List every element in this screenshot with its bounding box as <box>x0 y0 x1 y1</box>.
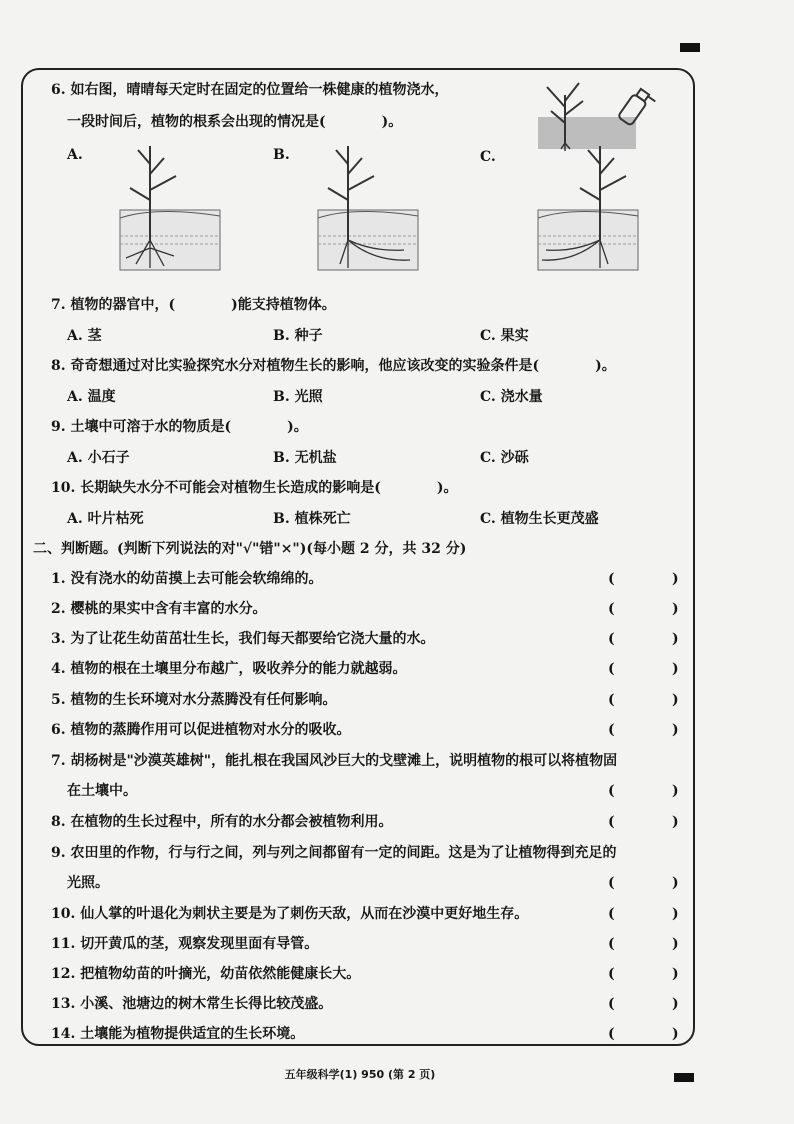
q7-option-c: C. 果实 <box>480 328 529 344</box>
q6-line2: 一段时间后，植物的根系会出现的情况是( )。 <box>67 114 403 130</box>
q6-option-b-label: B. <box>273 147 290 163</box>
q6-option-b-picture <box>314 140 424 274</box>
judge-item-6-answer-open[interactable]: ( <box>608 722 615 738</box>
q8-option-b: B. 光照 <box>273 389 323 405</box>
judge-item-14-answer-close[interactable]: ) <box>672 1026 679 1042</box>
q6-option-c-picture <box>534 140 644 274</box>
section2-title: 二、判断题。(判断下列说法的对"√"错"×")(每小题 2 分，共 32 分) <box>33 541 467 557</box>
q6-option-a-picture <box>116 140 226 274</box>
q7-option-a: A. 茎 <box>67 328 102 344</box>
judge-item-11-line-1: 11. 切开黄瓜的茎，观察发现里面有导管。 <box>51 936 319 952</box>
judge-item-9-line-1: 9. 农田里的作物，行与行之间，列与列之间都留有一定的间距。这是为了让植物得到充足的 <box>51 845 617 861</box>
q6-option-c-label: C. <box>480 149 496 165</box>
judge-item-8-line-1: 8. 在植物的生长过程中，所有的水分都会被植物利用。 <box>51 814 393 830</box>
judge-item-13-answer-open[interactable]: ( <box>608 996 615 1012</box>
judge-item-4-answer-close[interactable]: ) <box>672 661 679 677</box>
judge-item-9-answer-open[interactable]: ( <box>608 875 615 891</box>
judge-item-4-line-1: 4. 植物的根在土壤里分布越广，吸收养分的能力就越弱。 <box>51 661 407 677</box>
judge-item-9-line-2: 光照。 <box>67 875 109 891</box>
judge-item-7-answer-open[interactable]: ( <box>608 783 615 799</box>
judge-item-1-answer-open[interactable]: ( <box>608 571 615 587</box>
judge-item-13-answer-close[interactable]: ) <box>672 996 679 1012</box>
judge-item-7-line-2: 在土壤中。 <box>67 783 137 799</box>
judge-item-10-answer-open[interactable]: ( <box>608 906 615 922</box>
q9-option-c: C. 沙砾 <box>480 450 529 466</box>
judge-item-11-answer-open[interactable]: ( <box>608 936 615 952</box>
q9-stem: 9. 土壤中可溶于水的物质是( )。 <box>51 419 308 435</box>
q6-line1: 6. 如右图，晴晴每天定时在固定的位置给一株健康的植物浇水， <box>51 82 449 98</box>
judge-item-12-line-1: 12. 把植物幼苗的叶摘光，幼苗依然能健康长大。 <box>51 966 361 982</box>
judge-item-14-line-1: 14. 土壤能为植物提供适宜的生长环境。 <box>51 1026 305 1042</box>
judge-item-3-answer-close[interactable]: ) <box>672 631 679 647</box>
judge-item-14-answer-open[interactable]: ( <box>608 1026 615 1042</box>
q10-option-c: C. 植物生长更茂盛 <box>480 511 599 527</box>
judge-item-7-answer-close[interactable]: ) <box>672 783 679 799</box>
q9-option-b: B. 无机盐 <box>273 450 337 466</box>
judge-item-2-line-1: 2. 樱桃的果实中含有丰富的水分。 <box>51 601 267 617</box>
judge-item-13-line-1: 13. 小溪、池塘边的树木常生长得比较茂盛。 <box>51 996 333 1012</box>
judge-item-12-answer-close[interactable]: ) <box>672 966 679 982</box>
q10-option-b: B. 植株死亡 <box>273 511 351 527</box>
judge-item-11-answer-close[interactable]: ) <box>672 936 679 952</box>
q7-option-b: B. 种子 <box>273 328 323 344</box>
page-footer: 五年级科学(1) 950 (第 2 页) <box>284 1068 436 1081</box>
judge-item-7-line-1: 7. 胡杨树是"沙漠英雄树"，能扎根在我国风沙巨大的戈壁滩上，说明植物的根可以将植物固 <box>51 753 618 769</box>
judge-item-2-answer-close[interactable]: ) <box>672 601 679 617</box>
judge-item-8-answer-close[interactable]: ) <box>672 814 679 830</box>
judge-item-3-answer-open[interactable]: ( <box>608 631 615 647</box>
judge-item-5-line-1: 5. 植物的生长环境对水分蒸腾没有任何影响。 <box>51 692 337 708</box>
judge-item-2-answer-open[interactable]: ( <box>608 601 615 617</box>
q8-option-c: C. 浇水量 <box>480 389 543 405</box>
judge-item-10-line-1: 10. 仙人掌的叶退化为刺状主要是为了刺伤天敌，从而在沙漠中更好地生存。 <box>51 906 529 922</box>
judge-item-3-line-1: 3. 为了让花生幼苗茁壮生长，我们每天都要给它浇大量的水。 <box>51 631 435 647</box>
judge-item-4-answer-open[interactable]: ( <box>608 661 615 677</box>
q9-option-a: A. 小石子 <box>67 450 130 466</box>
judge-item-8-answer-open[interactable]: ( <box>608 814 615 830</box>
judge-item-12-answer-open[interactable]: ( <box>608 966 615 982</box>
q7-stem: 7. 植物的器官中，( )能支持植物体。 <box>51 297 336 313</box>
q10-option-a: A. 叶片枯死 <box>67 511 144 527</box>
corner-marker-top <box>680 43 700 52</box>
q8-option-a: A. 温度 <box>67 389 116 405</box>
judge-item-5-answer-open[interactable]: ( <box>608 692 615 708</box>
judge-item-6-answer-close[interactable]: ) <box>672 722 679 738</box>
q8-stem: 8. 奇奇想通过对比实验探究水分对植物生长的影响，他应该改变的实验条件是( )。 <box>51 358 616 374</box>
q10-stem: 10. 长期缺失水分不可能会对植物生长造成的影响是( )。 <box>51 480 458 496</box>
judge-item-1-answer-close[interactable]: ) <box>672 571 679 587</box>
q6-option-a-label: A. <box>67 147 83 163</box>
judge-item-1-line-1: 1. 没有浇水的幼苗摸上去可能会软绵绵的。 <box>51 571 323 587</box>
judge-item-10-answer-close[interactable]: ) <box>672 906 679 922</box>
judge-item-5-answer-close[interactable]: ) <box>672 692 679 708</box>
judge-item-6-line-1: 6. 植物的蒸腾作用可以促进植物对水分的吸收。 <box>51 722 351 738</box>
judge-item-9-answer-close[interactable]: ) <box>672 875 679 891</box>
